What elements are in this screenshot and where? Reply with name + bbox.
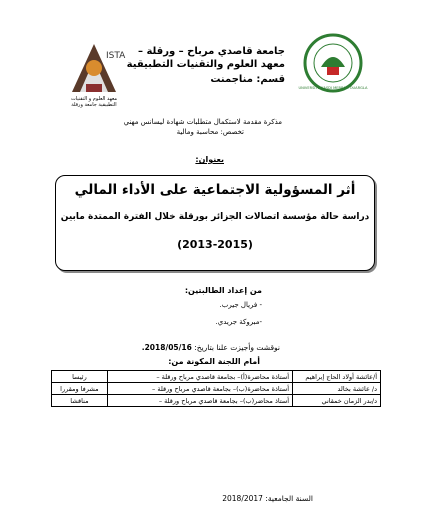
jury-rank: أستاذ محاضر(ب)– بجامعة قاصدي مرباح ورقلة – xyxy=(107,395,292,407)
jury-name: د/ عائشة بخالد xyxy=(293,383,381,395)
discussion-date: 2018/05/16. xyxy=(141,343,192,352)
thesis-subtitle: دراسة حالة مؤسسة اتصالات الجزائر بورقلة خلال الفترة الممتدة مابين xyxy=(60,212,370,222)
jury-name: د/بدر الزمان خمقاني xyxy=(293,395,381,407)
table-row xyxy=(52,383,381,395)
academic-year: السنة الجامعية: 2018/2017 xyxy=(222,494,313,503)
title-box xyxy=(55,175,375,271)
jury-title: أمام اللجنة المكونة من: xyxy=(168,357,260,366)
jury-rank: أستاذة محاضرة(أ)– بجامعة قاصدي مرباح ورقلة – xyxy=(107,371,292,383)
thesis-years: (2013-2015) xyxy=(177,238,253,251)
student-name: -مبروكة جريدي. xyxy=(215,318,262,326)
prepared-by-label: من إعداد الطالبتين: xyxy=(184,286,262,295)
institute-logo-caption: معهد العلوم و التقنيات التطبيقية جامعة ورقلة xyxy=(70,96,118,108)
ista-logo-icon xyxy=(66,38,126,96)
table-row xyxy=(52,371,381,383)
jury-table xyxy=(51,370,381,407)
subject-label: بعنوان: xyxy=(195,155,224,164)
jury-role: مناقشا xyxy=(52,395,108,407)
department-name: قسم: مناجمنت xyxy=(210,74,285,85)
student-name: - فريال جيرب. xyxy=(219,301,262,309)
jury-rank: أستاذة محاضرة(ب)– بجامعة قاصدي مرباح ورقلة – xyxy=(107,383,292,395)
seal-text: UNIVERSITE KASDI MERBAH OUARGLA xyxy=(298,86,368,90)
table-row xyxy=(52,395,381,407)
discussion-line xyxy=(142,343,280,352)
institute-name: معهد العلوم والتقنيات التطبيقية xyxy=(126,59,285,70)
jury-name: أ/عائشة أولاد الحاج إبراهيم xyxy=(293,371,381,383)
university-name: جامعة قاصدي مرباح – ورقلة – xyxy=(138,46,285,57)
jury-role: مشرفا ومقررا xyxy=(52,383,108,395)
discussion-text: نوقشت وأجيزت علنا بتاريخ: xyxy=(194,343,280,352)
memo-line: مذكرة مقدمة لاستكمال متطلبات شهادة ليسانس مهني xyxy=(123,118,282,126)
ista-letters: ISTA xyxy=(106,51,126,61)
thesis-title: أثر المسؤولية الاجتماعية على الأداء المالي xyxy=(74,182,356,198)
university-seal-icon xyxy=(298,33,368,95)
jury-role: رئيسا xyxy=(52,371,108,383)
specialty: تخصص: محاسبة ومالية xyxy=(176,128,244,136)
